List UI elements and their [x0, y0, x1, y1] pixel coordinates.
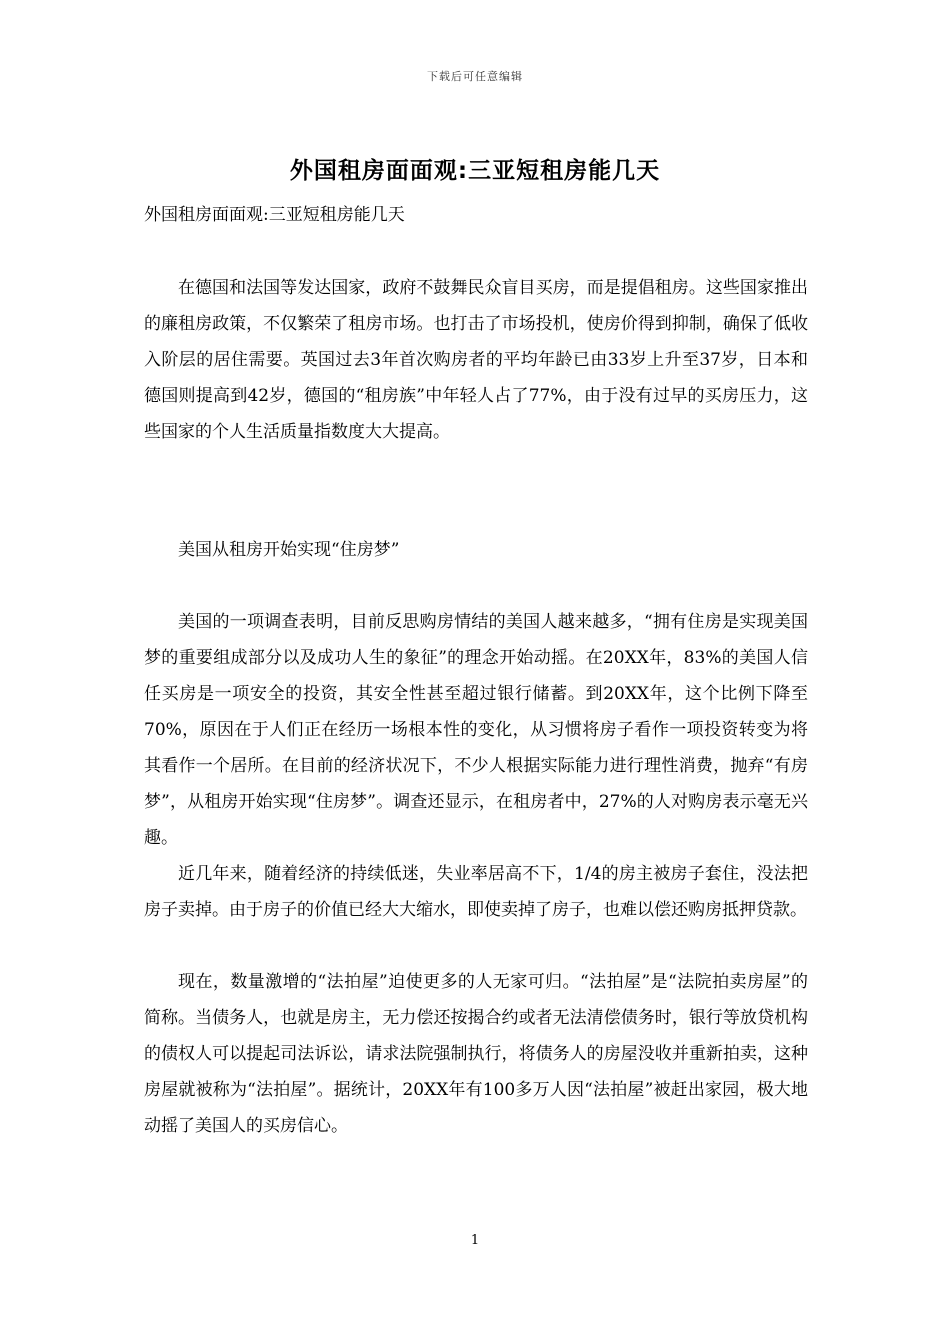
paragraph-foreclosure: 现在，数量激增的“法拍屋”迫使更多的人无家可归。“法拍屋”是“法院拍卖房屋”的简称。当债务人，也就是房主，无力偿还按揭合约或者无法清偿债务时，银行等放贷机构的债权人可以提起司法诉讼，请求法院强制执行，将债务人的房屋没收并重新拍卖，这种房屋就被称为“法拍屋”。据统计，20XX年有100多万人因“法拍屋”被赶出家园，极大地动摇了美国人的买房信心。: [144, 972, 808, 1136]
paragraph-economy: 近几年来，随着经济的持续低迷，失业率居高不下，1/4的房主被房子套住，没法把房子卖掉。由于房子的价值已经大大缩水，即使卖掉了房子，也难以偿还购房抵押贷款。: [144, 864, 808, 920]
section-heading: 美国从租房开始实现“住房梦”: [178, 540, 400, 560]
header-note: 下载后可任意编辑: [427, 70, 523, 83]
document-title: 外国租房面面观:三亚短租房能几天: [289, 158, 661, 184]
paragraph-survey: 美国的一项调查表明，目前反思购房情结的美国人越来越多，“拥有住房是实现美国梦的重要组成部分以及成功人生的象征”的理念开始动摇。在20XX年，83%的美国人信任买房是一项安全的投资，其安全性甚至超过银行储蓄。到20XX年，这个比例下降至70%，原因在于人们正在经历一场根本性的变化，从习惯将房子看作一项投资转变为将其看作一个居所。在目前的经济状况下，不少人根据实际能力进行理性消费，抛弃“有房梦”，从租房开始实现“住房梦”。调查还显示，在租房者中，27%的人对购房表示毫无兴趣。: [144, 612, 808, 848]
paragraph-intro: 在德国和法国等发达国家，政府不鼓舞民众盲目买房，而是提倡租房。这些国家推出的廉租房政策，不仅繁荣了租房市场。也打击了市场投机，使房价得到抑制，确保了低收入阶层的居住需要。英国过去3年首次购房者的平均年龄已由33岁上升至37岁，日本和德国则提高到42岁，德国的“租房族”中年轻人占了77%，由于没有过早的买房压力，这些国家的个人生活质量指数度大大提高。: [144, 278, 808, 442]
document-subtitle: 外国租房面面观:三亚短租房能几天: [144, 205, 405, 225]
page-number: 1: [470, 1233, 480, 1248]
